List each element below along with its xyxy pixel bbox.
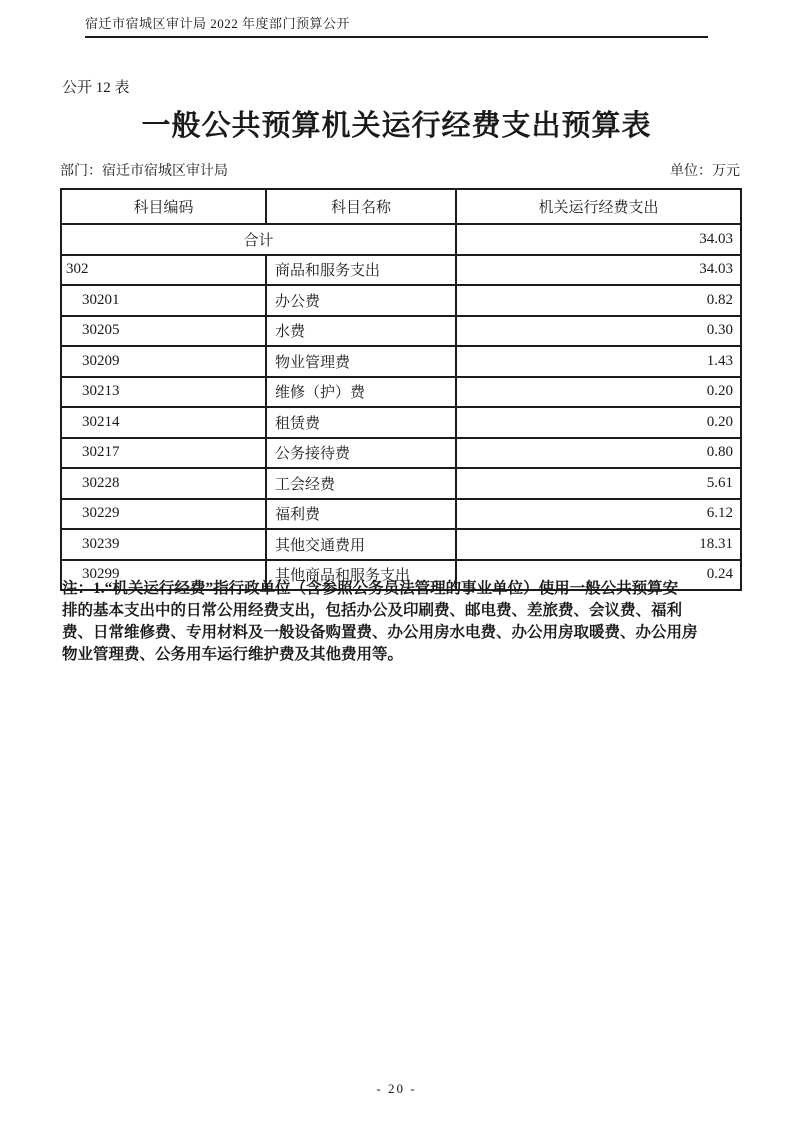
subject-name: 商品和服务支出: [266, 255, 456, 286]
subject-code: 30205: [61, 316, 266, 347]
table-row: [61, 316, 741, 347]
subject-name: 租赁费: [266, 407, 456, 438]
subject-code: 30214: [61, 407, 266, 438]
total-label: 合计: [61, 224, 456, 255]
expense-value: 34.03: [456, 255, 741, 286]
table-header-row: [61, 189, 741, 224]
table-row: [61, 407, 741, 438]
col-header-subject-code: 科目编码: [61, 189, 266, 224]
expense-value: 0.30: [456, 316, 741, 347]
table-row: [61, 255, 741, 286]
department-label: 部门：宿迁市宿城区审计局: [60, 164, 228, 179]
subject-code: 30229: [61, 499, 266, 530]
expense-value: 6.12: [456, 499, 741, 530]
table-number-label: 公开 12 表: [62, 80, 130, 96]
subject-name: 水费: [266, 316, 456, 347]
subject-code: 30201: [61, 285, 266, 316]
table-total-row: [61, 224, 741, 255]
footnote-line: 排的基本支出中的日常公用经费支出，包括办公及印刷费、邮电费、差旅费、会议费、福利: [62, 602, 683, 619]
table-row: [61, 377, 741, 408]
expense-value: 0.24: [456, 560, 741, 591]
subject-code: 30299: [61, 560, 266, 591]
expense-value: 5.61: [456, 468, 741, 499]
subject-code: 30239: [61, 529, 266, 560]
expense-value: 0.20: [456, 377, 741, 408]
footnote-line: 注：1.“机关运行经费”指行政单位（含参照公务员法管理的事业单位）使用一般公共预算安: [62, 580, 679, 597]
unit-label: 单位：万元: [670, 164, 740, 179]
subject-name: 福利费: [266, 499, 456, 530]
document-header: [85, 13, 708, 38]
table-row: [61, 285, 741, 316]
table-row: [61, 468, 741, 499]
total-value: 34.03: [456, 224, 741, 255]
subject-code: 30228: [61, 468, 266, 499]
budget-table: [60, 188, 742, 591]
expense-value: 0.20: [456, 407, 741, 438]
subject-name: 维修（护）费: [266, 377, 456, 408]
subject-code: 30217: [61, 438, 266, 469]
subject-code: 30213: [61, 377, 266, 408]
table-row: [61, 529, 741, 560]
col-header-subject-name: 科目名称: [266, 189, 456, 224]
table-row: [61, 346, 741, 377]
subject-name: 物业管理费: [266, 346, 456, 377]
page-title: 一般公共预算机关运行经费支出预算表: [141, 110, 652, 142]
subject-name: 其他交通费用: [266, 529, 456, 560]
meta-row: [60, 160, 740, 180]
footnote-line: 物业管理费、公务用车运行维护费及其他费用等。: [62, 646, 404, 663]
col-header-operating-expense: 机关运行经费支出: [456, 189, 741, 224]
expense-value: 0.80: [456, 438, 741, 469]
table-row: [61, 438, 741, 469]
page-number: - 20 -: [376, 1081, 417, 1096]
subject-name: 办公费: [266, 285, 456, 316]
subject-name: 公务接待费: [266, 438, 456, 469]
expense-value: 0.82: [456, 285, 741, 316]
footnote-line: 费、日常维修费、专用材料及一般设备购置费、办公用房水电费、办公用房取暖费、办公用房: [62, 624, 698, 641]
expense-value: 18.31: [456, 529, 741, 560]
document-header-text: 宿迁市宿城区审计局 2022 年度部门预算公开: [85, 16, 351, 31]
expense-value: 1.43: [456, 346, 741, 377]
subject-name: 其他商品和服务支出: [266, 560, 456, 591]
subject-name: 工会经费: [266, 468, 456, 499]
subject-code: 30209: [61, 346, 266, 377]
footnote: [62, 578, 740, 666]
table-row: [61, 499, 741, 530]
subject-code: 302: [61, 255, 266, 286]
